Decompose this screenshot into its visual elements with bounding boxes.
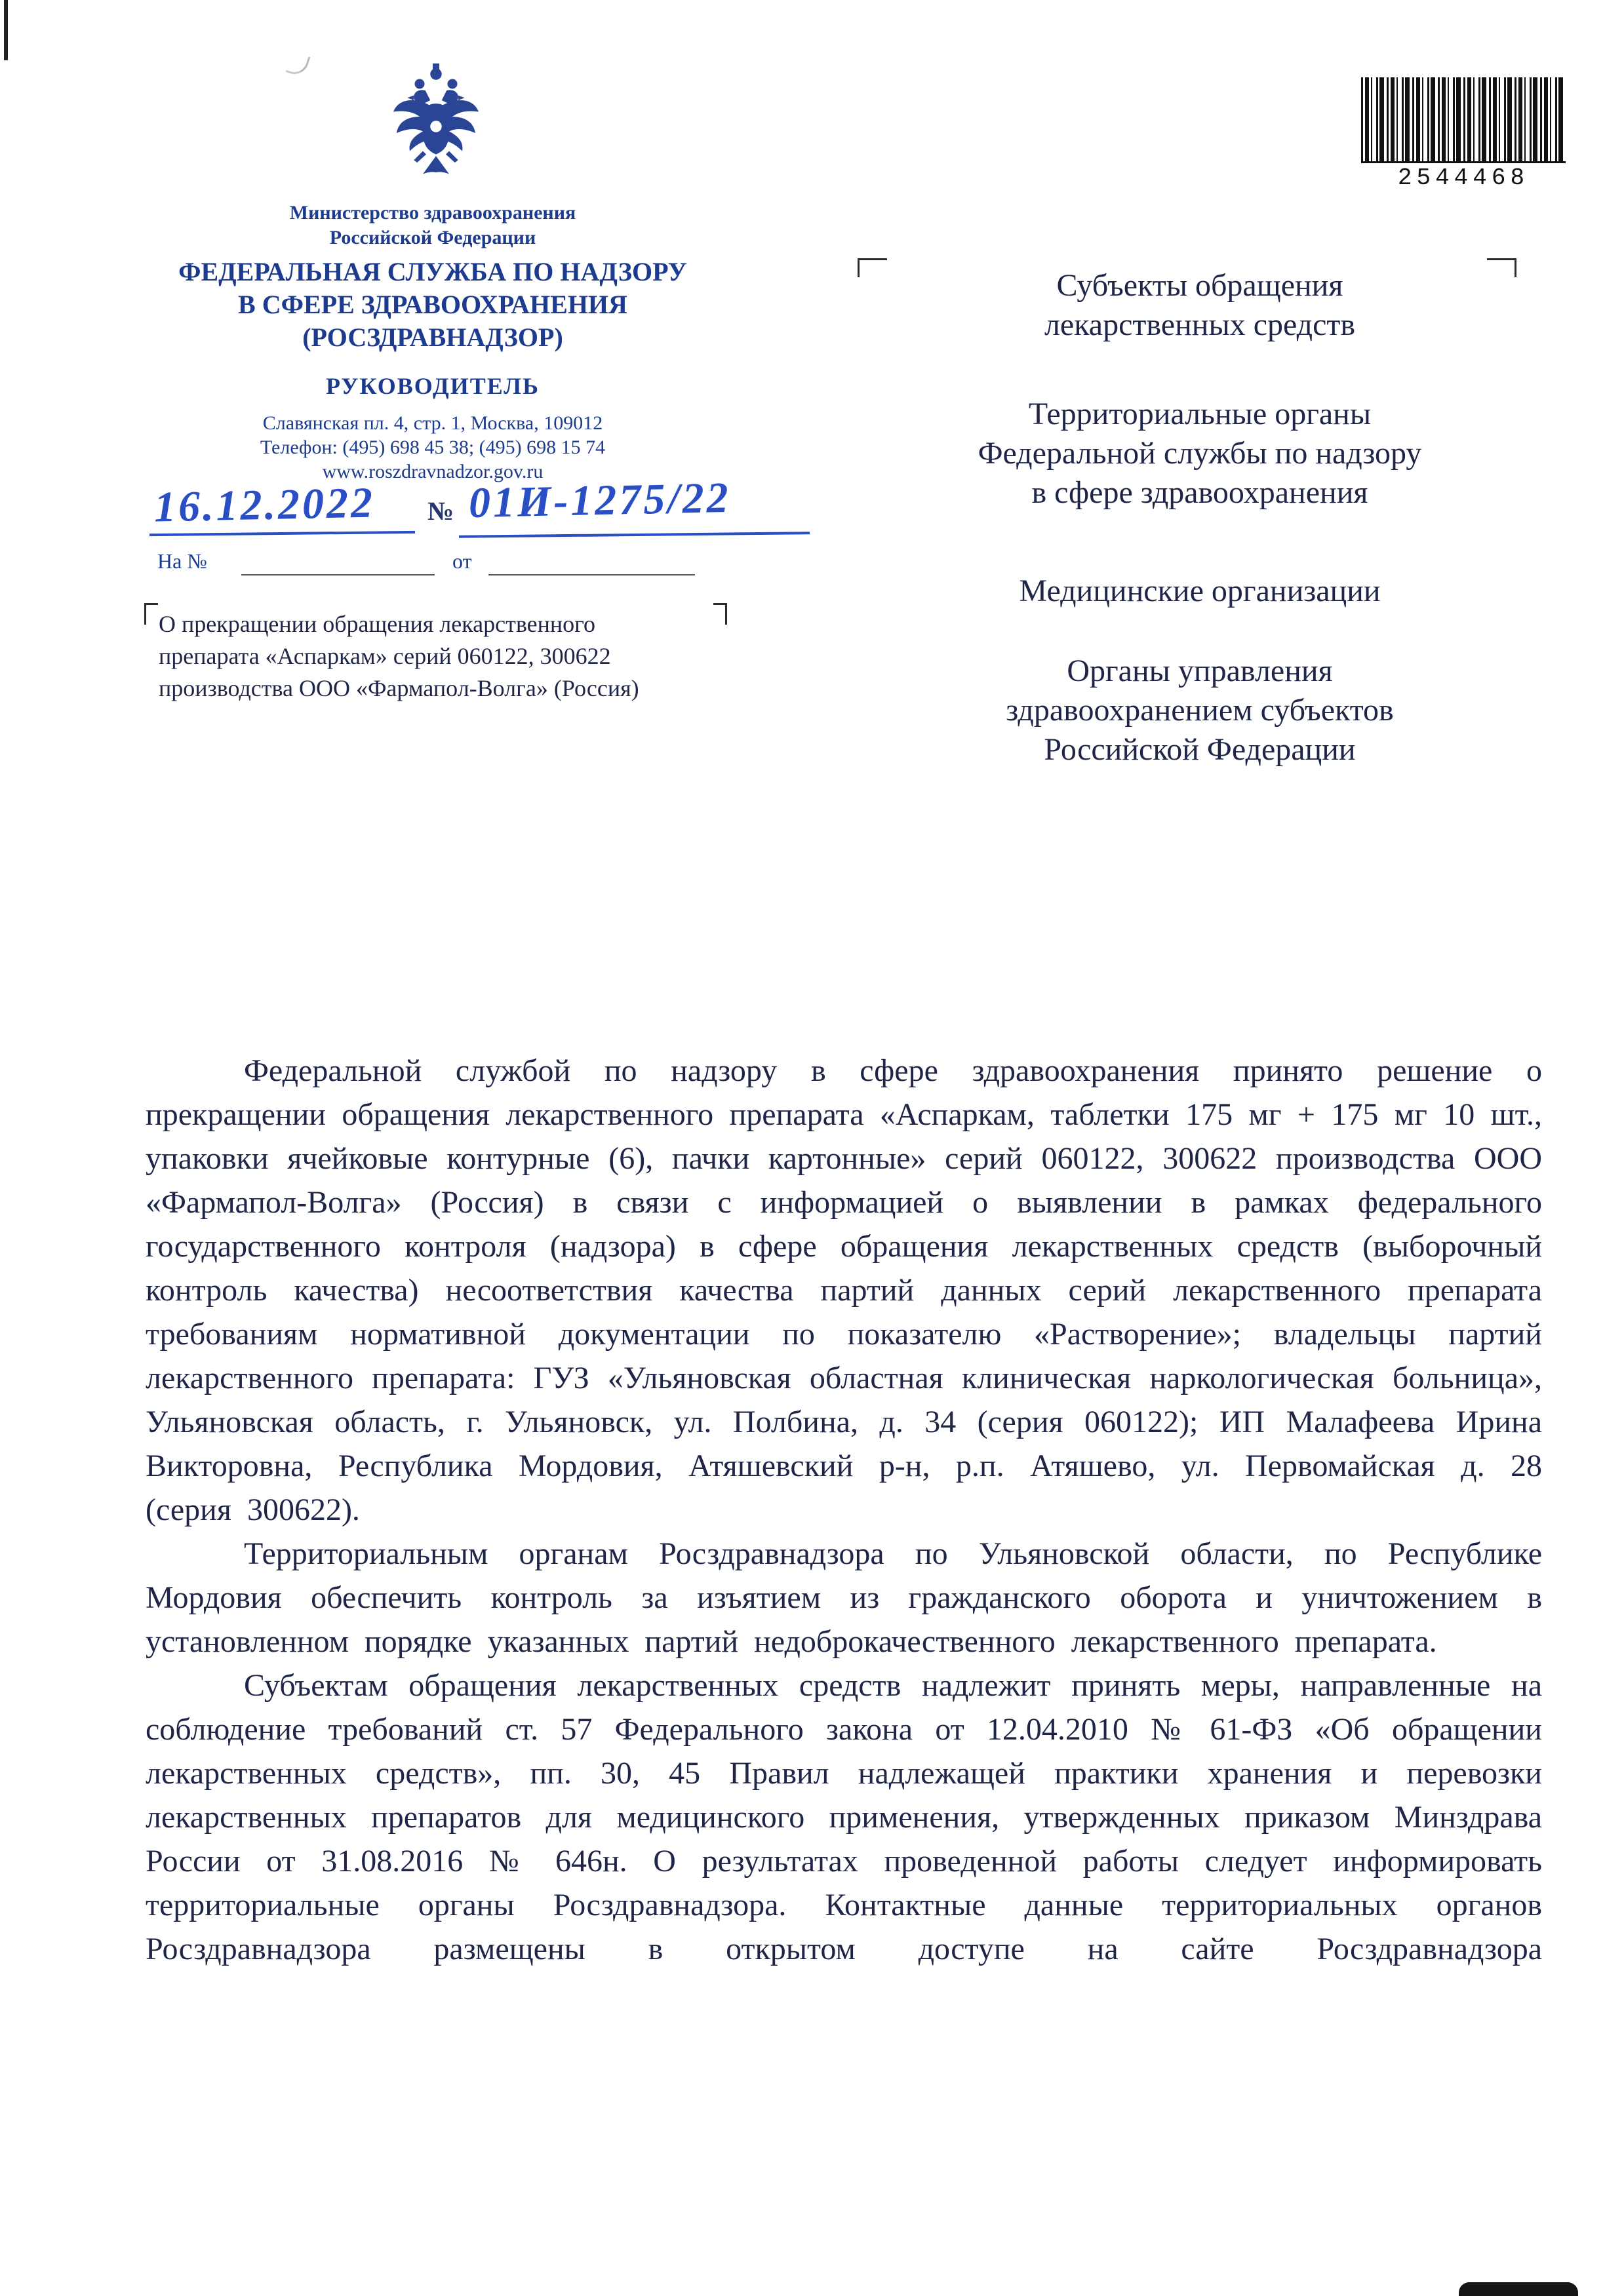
reply-ref-label-na: На № (157, 549, 207, 573)
addressee-block (872, 395, 1528, 513)
addressee-block (872, 266, 1528, 345)
addressee-line: Медицинские организации (1019, 574, 1381, 608)
letter-body (146, 1049, 1542, 1971)
body-paragraph: Субъектам обращения лекарственных средств надлежит принять меры, направленные на соблюдение требований ст. 57 Федерального закона от 12.04.2010 № 61-ФЗ «Об обращении лекарственных средств», пп. 30, 45 Правил надлежащей практики хранения и перевозки лекарственных препаратов для медицинского применения, утвержденных приказом Минздрава России от 31.08.2016 № 646н. О результатах проведенной работы следует информировать территориальные органы Росздравнадзора. Контактные данные территориальных органов Росздравнадзора размещены в открытом доступе на сайте Росздравнадзора (146, 1668, 1542, 1966)
postal-address: Славянская пл. 4, стр. 1, Москва, 109012 (262, 412, 603, 434)
addressee-line: в сфере здравоохранения (1031, 475, 1368, 510)
addressee-line: Российской Федерации (1044, 732, 1356, 767)
outgoing-date-handwritten: 16.12.2022 (153, 478, 376, 532)
barcode (1361, 77, 1566, 191)
ministry-title (118, 201, 747, 250)
addressee-block (872, 572, 1528, 611)
letter-subject (159, 608, 749, 705)
subject-line: О прекращении обращения лекарственного (159, 611, 596, 637)
reply-ref-label-ot: от (452, 549, 472, 573)
body-paragraph: Федеральной службой по надзору в сфере здравоохранения принято решение о прекращении обращения лекарственного препарата «Аспаркам, таблетки 175 мг + 175 мг 10 шт., упаковки ячейковые контурные (6), пачки картонные» серий 060122, 300622 производства ООО «Фармапол-Волга» (Россия) в связи с информацией о выявлении в рамках федерального государственного контроля (надзора) в сфере обращения лекарственных средств (выборочный контроль качества) несоответствия качества партий данных серий лекарственного препарата требованиям нормативной документации по показателю «Растворение»; владельцы партий лекарственного препарата: ГУЗ «Ульяновская областная клиническая наркологическая больница», Ульяновская область, г. Ульяновск, ул. Полбина, д. 34 (серия 060122); ИП Малафеева Ирина Викторовна, Республика Мордовия, Атяшевский р-н, р.п. Атяшево, ул. Первомайская д. 28 (серия 300622). (146, 1053, 1542, 1527)
service-line: ФЕДЕРАЛЬНАЯ СЛУЖБА ПО НАДЗОРУ (178, 257, 687, 286)
contact-block (118, 411, 747, 484)
barcode-bars-icon (1361, 77, 1566, 163)
addressee-line: Территориальные органы (1028, 397, 1372, 431)
scan-artifact-bottom-right (1459, 2282, 1578, 2296)
reply-ref-blank-line (488, 574, 695, 575)
scan-artifact-left-edge (4, 0, 8, 60)
number-sign: № (427, 496, 454, 526)
handwritten-underline (459, 532, 810, 538)
ministry-line: Министерство здравоохранения (289, 202, 576, 224)
service-line: В СФЕРЕ ЗДРАВООХРАНЕНИЯ (238, 290, 627, 319)
russia-coat-of-arms-icon (387, 60, 485, 186)
addressee-list (872, 266, 1528, 769)
addressee-line: Органы управления (1067, 653, 1333, 688)
subject-corner-mark (144, 603, 158, 625)
signer-position: РУКОВОДИТЕЛЬ (326, 373, 540, 399)
service-title (118, 256, 747, 354)
addressee-line: здравоохранением субъектов (1006, 693, 1394, 728)
outgoing-number-handwritten: 01И-1275/22 (468, 473, 732, 528)
addressee-block (872, 652, 1528, 769)
website-url: www.roszdravnadzor.gov.ru (322, 461, 544, 482)
reply-ref-blank-line (241, 574, 435, 575)
scan-artifact-pen-tick (286, 51, 311, 77)
subject-line: производства ООО «Фармапол-Волга» (Россия) (159, 675, 639, 701)
addressee-line: лекарственных средств (1044, 307, 1356, 342)
addressee-line: Субъекты обращения (1056, 268, 1343, 303)
barcode-number: 2544468 (1361, 163, 1566, 191)
phone-numbers: Телефон: (495) 698 45 38; (495) 698 15 74 (260, 437, 606, 458)
body-paragraph: Территориальным органам Росздравнадзора по Ульяновской области, по Республике Мордовия обеспечить контроль за изъятием из гражданского оборота и уничтожением в установленном порядке указанных партий недоброкачественного лекарственного препарата. (146, 1536, 1542, 1659)
ministry-line: Российской Федерации (329, 227, 536, 248)
subject-line: препарата «Аспаркам» серий 060122, 300622 (159, 643, 611, 669)
service-line: (РОСЗДРАВНАДЗОР) (302, 322, 563, 352)
addressee-line: Федеральной службы по надзору (978, 436, 1422, 471)
